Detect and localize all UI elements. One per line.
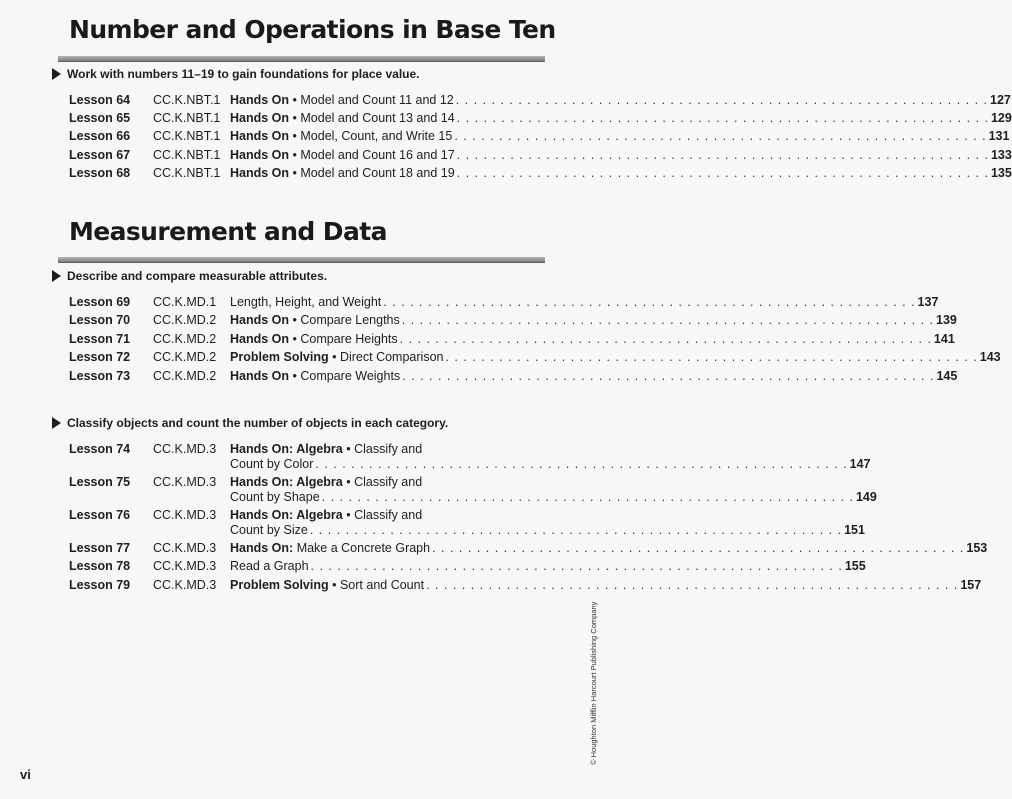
page-reference: 135: [990, 166, 1012, 180]
standard-code: CC.K.NBT.1: [153, 129, 221, 143]
arrow-icon: [52, 68, 61, 80]
lesson-type: Hands On: [230, 166, 290, 180]
lesson-title: Direct Comparison: [339, 350, 444, 364]
dot-leader: . . . . . . . . . . . . . . . . . . . . . . . . . . . . . . . . . . . . . . . . . . . . . . . . . . . . . . . . . . . .: [315, 457, 848, 471]
lesson-number: Lesson 79: [69, 578, 131, 592]
lesson-description: [230, 559, 866, 574]
standard-code: CC.K.MD.1: [153, 295, 217, 309]
arrow-icon: [52, 270, 61, 282]
lesson-number: Lesson 65: [69, 111, 131, 125]
lesson-type: Problem Solving: [230, 350, 329, 364]
lesson-title: Model and Count 11 and 12: [300, 93, 454, 107]
dot-leader: . . . . . . . . . . . . . . . . . . . . . . . . . . . . . . . . . . . . . . . . . . . . . . . . . . . . . . . . . . . .: [401, 313, 935, 327]
lesson-number: Lesson 71: [69, 332, 131, 346]
lesson-description: [230, 111, 1012, 126]
lesson-type: Hands On: [230, 148, 290, 162]
standard-code: CC.K.MD.2: [153, 313, 217, 327]
dot-leader: . . . . . . . . . . . . . . . . . . . . . . . . . . . . . . . . . . . . . . . . . . . . . . . . . . . . . . . . . . . .: [445, 350, 978, 364]
section-rule: [58, 56, 545, 62]
arrow-icon: [52, 417, 61, 429]
page-reference: 149: [855, 490, 877, 504]
lesson-number: Lesson 76: [69, 508, 131, 522]
dot-leader: . . . . . . . . . . . . . . . . . . . . . . . . . . . . . . . . . . . . . . . . . . . . . . . . . . . . . . . . . . . .: [456, 111, 989, 125]
lesson-description: [230, 295, 939, 310]
lesson-title-cont: Count by Color: [230, 457, 314, 471]
lesson-type: Hands On: Algebra: [230, 475, 343, 489]
dot-leader: . . . . . . . . . . . . . . . . . . . . . . . . . . . . . . . . . . . . . . . . . . . . . . . . . . . . . . . . . . . .: [399, 332, 932, 346]
lesson-title: Compare Heights: [300, 332, 398, 346]
lesson-description: [230, 332, 955, 347]
lesson-description: [230, 578, 982, 593]
standard-code: CC.K.NBT.1: [153, 148, 221, 162]
lesson-title: Model, Count, and Write 15: [300, 129, 453, 143]
separator: •: [289, 166, 301, 180]
dot-leader: . . . . . . . . . . . . . . . . . . . . . . . . . . . . . . . . . . . . . . . . . . . . . . . . . . . . . . . . . . . .: [456, 148, 989, 162]
standard-code: CC.K.MD.3: [153, 559, 217, 573]
lesson-description: [230, 129, 1010, 144]
dot-leader: . . . . . . . . . . . . . . . . . . . . . . . . . . . . . . . . . . . . . . . . . . . . . . . . . . . . . . . . . . . .: [456, 166, 989, 180]
lesson-number: Lesson 72: [69, 350, 131, 364]
lesson-description: [230, 508, 865, 538]
page-reference: 151: [844, 523, 865, 537]
lesson-title: Model and Count 16 and 17: [300, 148, 455, 162]
lesson-title: Compare Weights: [300, 369, 401, 383]
lesson-number: Lesson 77: [69, 541, 131, 555]
standard-code: CC.K.MD.2: [153, 369, 217, 383]
standard-code: CC.K.MD.3: [153, 475, 217, 489]
page-reference: 137: [917, 295, 939, 309]
lesson-number: Lesson 74: [69, 442, 131, 456]
lesson-number: Lesson 64: [69, 93, 131, 107]
page-reference: 147: [849, 457, 871, 471]
separator: •: [289, 129, 301, 143]
lesson-title: Make a Concrete Graph: [296, 541, 431, 555]
page-reference: 157: [960, 578, 982, 592]
lesson-number: Lesson 73: [69, 369, 131, 383]
page-reference: 131: [988, 129, 1010, 143]
standard-code: CC.K.MD.3: [153, 578, 217, 592]
lesson-type: Hands On: Algebra: [230, 442, 343, 456]
lesson-type: Hands On: [230, 313, 290, 327]
lesson-title: Compare Lengths: [300, 313, 400, 327]
dot-leader: . . . . . . . . . . . . . . . . . . . . . . . . . . . . . . . . . . . . . . . . . . . . . . . . . . . . . . . . . . . .: [426, 578, 959, 592]
lesson-title: Read a Graph: [230, 559, 309, 573]
goal-statement: Describe and compare measurable attributes.: [52, 269, 327, 283]
standard-code: CC.K.NBT.1: [153, 93, 221, 107]
dot-leader: . . . . . . . . . . . . . . . . . . . . . . . . . . . . . . . . . . . . . . . . . . . . . . . . . . . . . . . . . . . .: [455, 93, 989, 107]
separator: •: [289, 369, 301, 383]
lesson-number: Lesson 70: [69, 313, 131, 327]
section-title: Number and Operations in Base Ten: [69, 15, 556, 44]
separator: •: [289, 313, 301, 327]
copyright-notice: © Houghton Mifflin Harcourt Publishing Company: [589, 601, 598, 765]
lesson-number: Lesson 78: [69, 559, 131, 573]
lesson-title: Classify and: [354, 475, 423, 489]
lesson-title-cont: Count by Size: [230, 523, 308, 537]
page-reference: 143: [979, 350, 1001, 364]
standard-code: CC.K.MD.2: [153, 332, 217, 346]
dot-leader: . . . . . . . . . . . . . . . . . . . . . . . . . . . . . . . . . . . . . . . . . . . . . . . . . . . . . . . . . . . .: [454, 129, 987, 143]
lesson-description: [230, 541, 988, 556]
lesson-title-cont: Count by Shape: [230, 490, 320, 504]
lesson-type: Hands On: [230, 369, 290, 383]
page-reference: 153: [966, 541, 988, 555]
lesson-type: Hands On: [230, 332, 290, 346]
lesson-type: Problem Solving: [230, 578, 329, 592]
goal-statement: Classify objects and count the number of objects in each category.: [52, 416, 448, 430]
standard-code: CC.K.MD.2: [153, 350, 217, 364]
page-reference: 145: [936, 369, 958, 383]
lesson-description: [230, 442, 871, 472]
lesson-description: [230, 369, 958, 384]
separator: •: [328, 578, 340, 592]
separator: •: [289, 148, 301, 162]
dot-leader: . . . . . . . . . . . . . . . . . . . . . . . . . . . . . . . . . . . . . . . . . . . . . . . . . . . . . . . . . . . .: [321, 490, 854, 504]
page-number: vi: [20, 767, 31, 782]
page-reference: 155: [844, 559, 866, 573]
lesson-title: Length, Height, and Weight: [230, 295, 382, 309]
lesson-type: Hands On: [230, 93, 290, 107]
dot-leader: . . . . . . . . . . . . . . . . . . . . . . . . . . . . . . . . . . . . . . . . . . . . . . . . . . . . . . . . . . . .: [432, 541, 965, 555]
dot-leader: . . . . . . . . . . . . . . . . . . . . . . . . . . . . . . . . . . . . . . . . . . . . . . . . . . . . . . . . . . . .: [402, 369, 935, 383]
lesson-type: Hands On: [230, 129, 290, 143]
lesson-title: Model and Count 18 and 19: [300, 166, 455, 180]
page-reference: 141: [933, 332, 955, 346]
standard-code: CC.K.NBT.1: [153, 111, 221, 125]
lesson-number: Lesson 75: [69, 475, 131, 489]
standard-code: CC.K.MD.3: [153, 508, 217, 522]
lesson-description: [230, 350, 1001, 365]
section-rule: [58, 257, 545, 263]
lesson-description: [230, 166, 1012, 181]
dot-leader: . . . . . . . . . . . . . . . . . . . . . . . . . . . . . . . . . . . . . . . . . . . . . . . . . . . . . . . . . . . .: [383, 295, 916, 309]
section-title: Measurement and Data: [69, 217, 387, 246]
lesson-description: [230, 313, 957, 328]
separator: •: [289, 93, 301, 107]
lesson-title: Classify and: [354, 508, 423, 522]
lesson-type: Hands On: [230, 111, 290, 125]
separator: •: [342, 475, 355, 489]
page-reference: 139: [936, 313, 957, 327]
standard-code: CC.K.MD.3: [153, 541, 217, 555]
page-reference: 133: [990, 148, 1012, 162]
lesson-title: Model and Count 13 and 14: [300, 111, 455, 125]
lesson-number: Lesson 69: [69, 295, 131, 309]
standard-code: CC.K.NBT.1: [153, 166, 221, 180]
page-reference: 129: [990, 111, 1012, 125]
dot-leader: . . . . . . . . . . . . . . . . . . . . . . . . . . . . . . . . . . . . . . . . . . . . . . . . . . . . . . . . . . . .: [309, 523, 843, 537]
lesson-number: Lesson 66: [69, 129, 131, 143]
lesson-number: Lesson 67: [69, 148, 131, 162]
separator: •: [342, 442, 355, 456]
page-reference: 127: [990, 93, 1011, 107]
separator: •: [328, 350, 340, 364]
standard-code: CC.K.MD.3: [153, 442, 217, 456]
separator: •: [342, 508, 355, 522]
lesson-type: Hands On: Algebra: [230, 508, 343, 522]
lesson-number: Lesson 68: [69, 166, 131, 180]
lesson-title: Classify and: [354, 442, 423, 456]
dot-leader: . . . . . . . . . . . . . . . . . . . . . . . . . . . . . . . . . . . . . . . . . . . . . . . . . . . . . . . . . . . .: [310, 559, 843, 573]
separator: •: [289, 332, 301, 346]
separator: •: [289, 111, 301, 125]
lesson-description: [230, 148, 1012, 163]
lesson-title: Sort and Count: [339, 578, 425, 592]
lesson-description: [230, 93, 1011, 108]
lesson-description: [230, 475, 877, 505]
lesson-type: Hands On:: [230, 541, 294, 555]
goal-statement: Work with numbers 11–19 to gain foundations for place value.: [52, 67, 420, 81]
